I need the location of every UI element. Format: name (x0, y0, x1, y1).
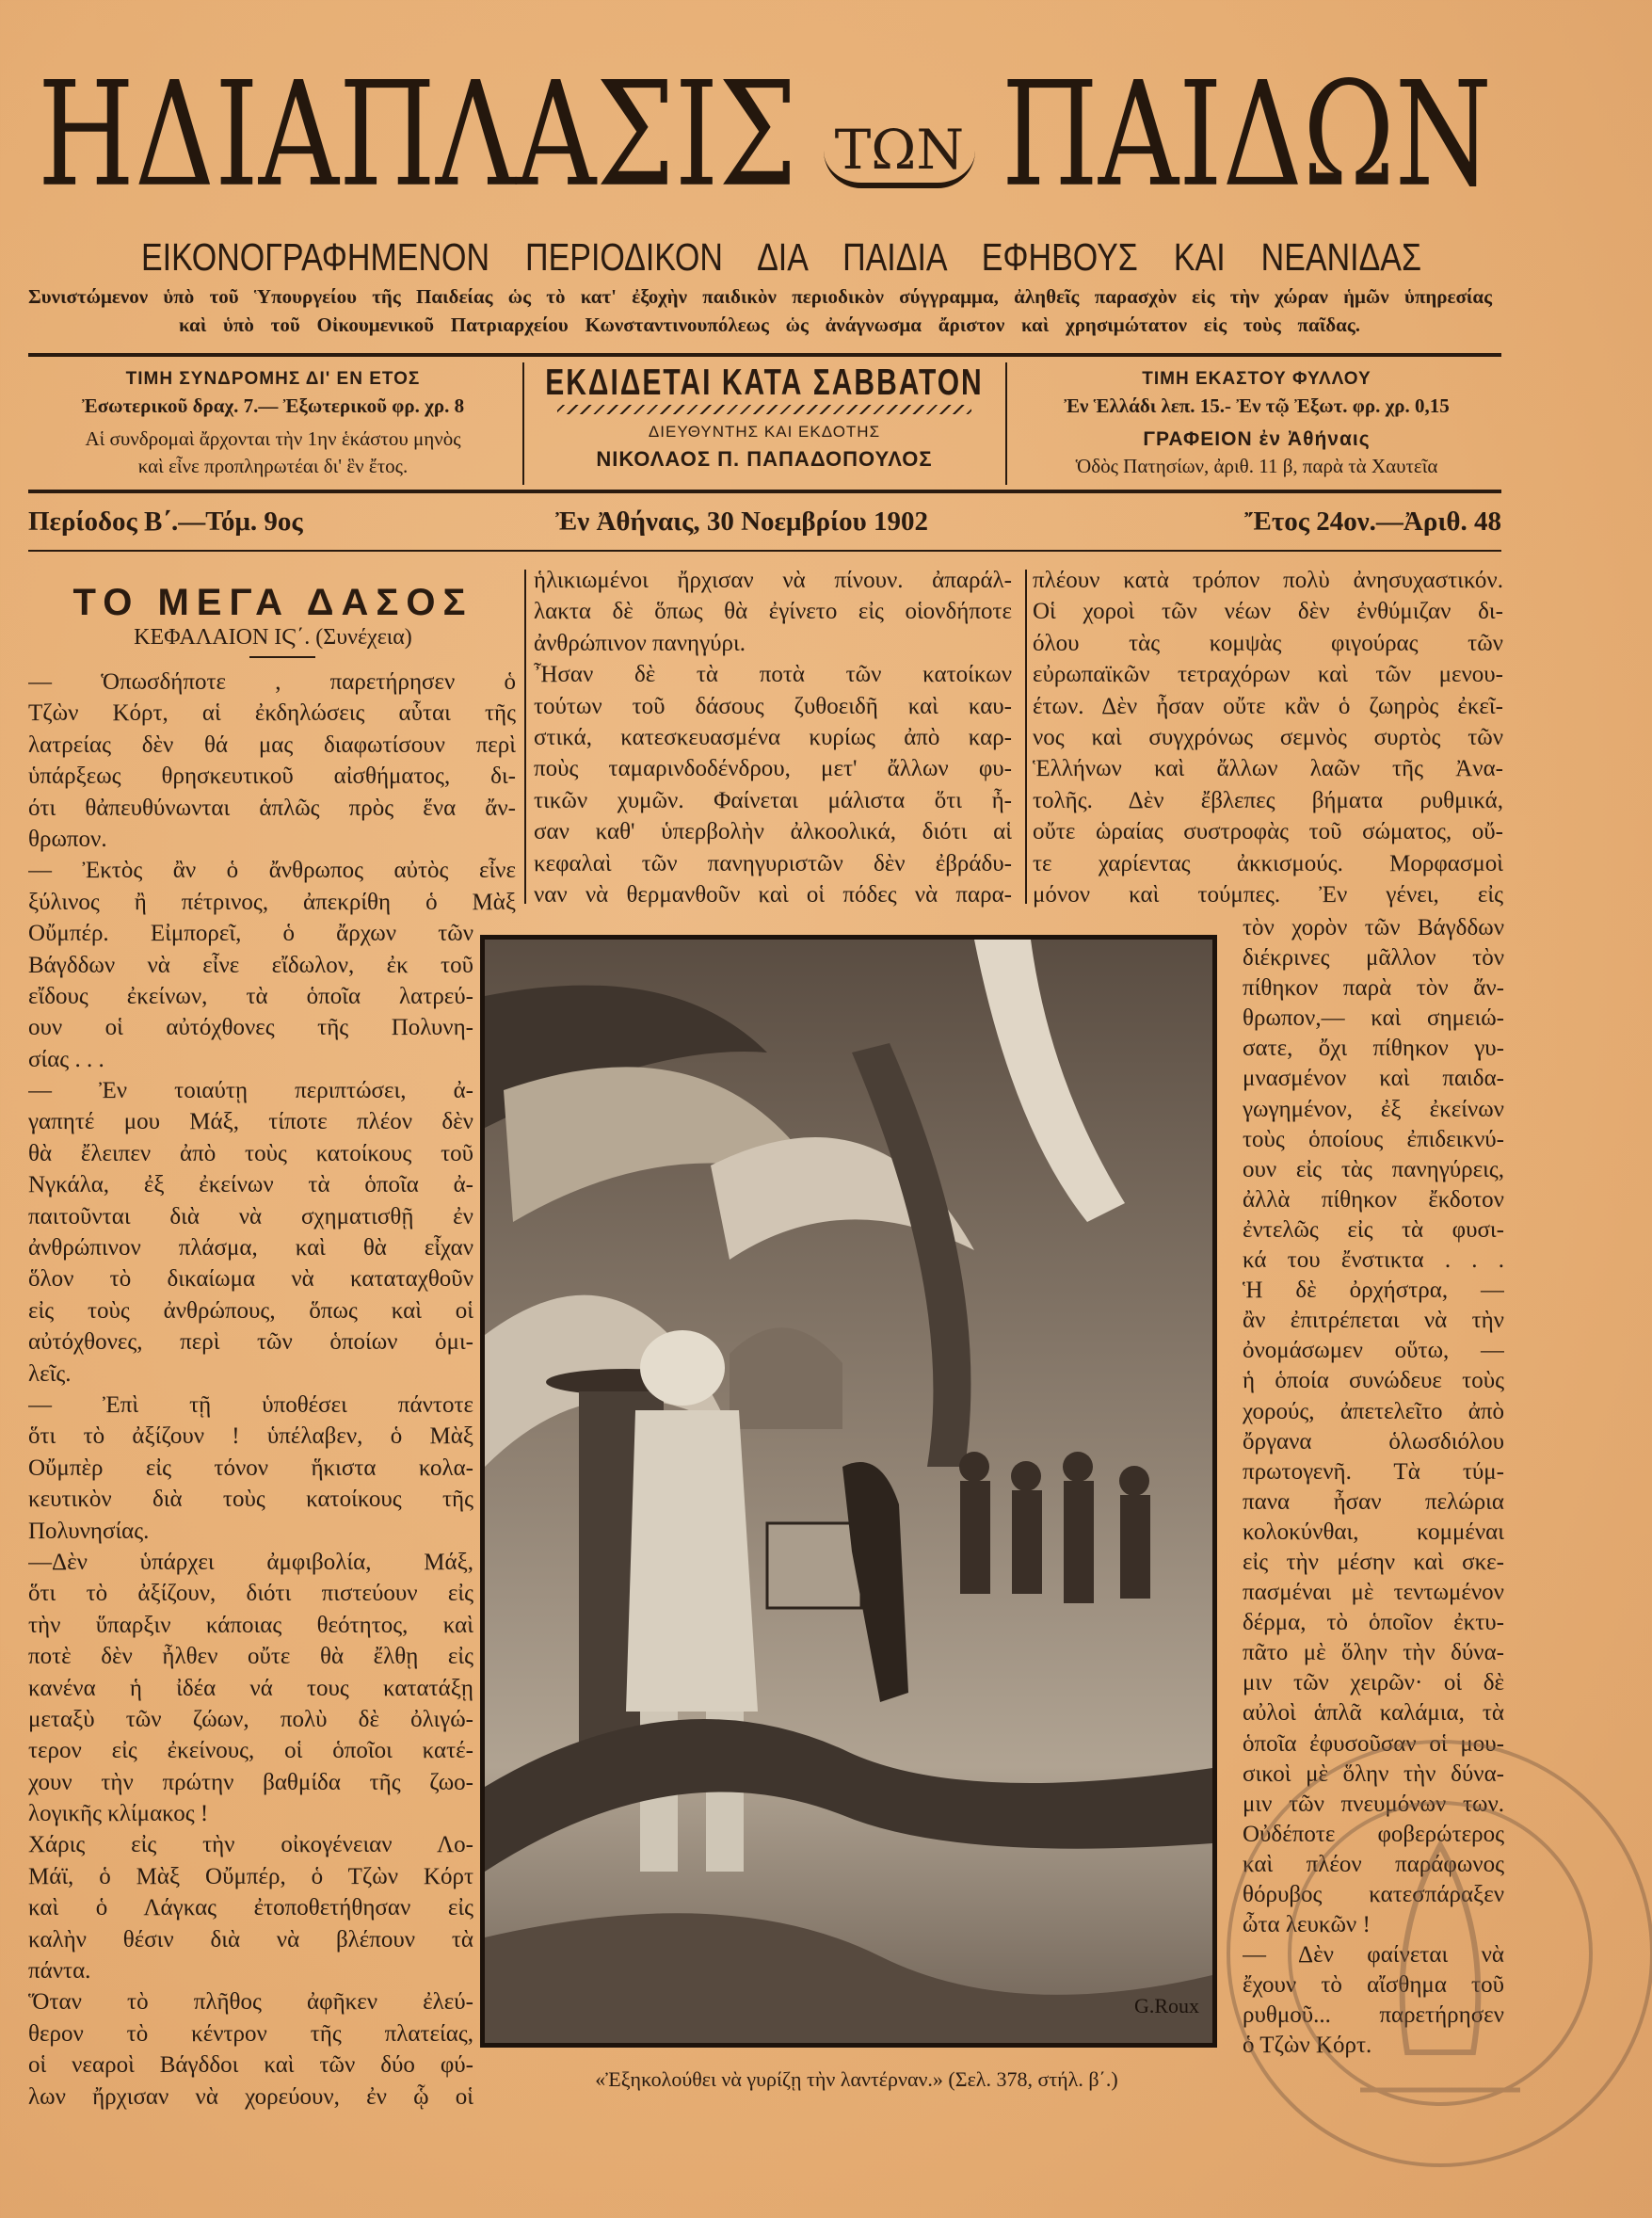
text-line: ὅτι τὸ ἀξίζουν ! ὑπέλαβεν, ὁ Μὰξ (28, 1423, 473, 1450)
sheet-price-info (1012, 365, 1501, 483)
publication-info (529, 362, 1000, 479)
pith-helmet (640, 1330, 725, 1406)
text-line: λογικῆς κλίμακος ! (28, 1801, 209, 1827)
text-line: πασμέναι μὲ τεντωμένον (1243, 1580, 1504, 1606)
text-line: λεῖς. (28, 1360, 72, 1387)
text-line: πάντα. (28, 1958, 91, 1985)
text-line: ουν οἱ αὐτόχθονες τῆς Πολυνη- (28, 1015, 473, 1041)
text-line: ὁποῖα ἐφυσοῦσαν οἱ μου- (1243, 1730, 1504, 1757)
text-line: δέρμα, τὸ ὁποῖον ἐκτυ- (1243, 1610, 1504, 1636)
text-line: σαν καθ' ὑπερβολὴν ἀλκοολικά, διότι αἱ (534, 819, 1012, 845)
issue-date: Ἐν Ἀθήναις, 30 Νοεμβρίου 1902 (555, 506, 928, 537)
text-line: κά του ἔνστικτα . . . (1243, 1247, 1504, 1274)
text-line: Οὐδέποτε φοβερώτερος (1243, 1821, 1504, 1847)
text-line: εἴδους ἐκείνων, τὰ ὁποῖα λατρεύ- (28, 983, 473, 1009)
text-line: μεταξὺ τῶν ζώων, πολὺ δὲ ὀλιγώ- (28, 1706, 473, 1732)
text-line: λατρείας δὲν θά μας διαφωτίσουν περὶ (28, 731, 516, 758)
text-line: θόρυβος κατεσπάραξεν (1243, 1882, 1504, 1907)
article-column-3-top (1033, 565, 1503, 910)
text-line: πλέουν κατὰ τρόπον πολὺ ἀνησυχαστικόν. (1033, 568, 1503, 593)
text-line: κολοκύνθαι, κομμέναι (1243, 1519, 1504, 1545)
text-line: — Ἐν τοιαύτῃ περιπτώσει, ἀ- (28, 1078, 473, 1104)
divider (28, 490, 1501, 493)
text-line: διέκρινες μᾶλλον τὸν (1243, 945, 1504, 972)
text-line: ἡ ὁποία συνώδευε τοὺς (1243, 1368, 1504, 1394)
text-line: τοὺς ὁποίους ἐπιδεικνύ- (1243, 1126, 1504, 1152)
text-line: Ὅταν τὸ πλῆθος ἀφῆκεν ἐλεύ- (28, 1989, 473, 2016)
text-line: έτων. Δὲν ἦσαν οὔτε κἂν ὁ ζωηρὸς ἐκεῖ- (1033, 693, 1503, 719)
text-line: ὑπάρξεως θρησκευτικοῦ αἰσθήματος, δι- (28, 763, 516, 790)
illustration-signature: G.Roux (1134, 1994, 1200, 2017)
subscription-title: ΤΙΜΗ ΣΥΝΔΡΟΜΗΣ ΔΙ' ΕΝ ΕΤΟΣ (125, 369, 421, 389)
text-line: ρυθμοῦ... παρετήρησεν (1243, 2002, 1504, 2029)
recommendation-line-1: Συνιστώμενον ὑπὸ τοῦ Ὑπουργείου τῆς Παιδείας ὡς τὸ κατ' ἐξοχὴν παιδικὸν περιοδικὸν σύγγραμμα, ἀληθεῖς παρασχὸν εἰς τὴν χώραν ἡμῶν ὑπηρεσίας (28, 285, 1492, 308)
text-line: σατε, ὄχι πίθηκον γυ- (1243, 1036, 1504, 1062)
director-label: ΔΙΕΥΘΥΝΤΗΣ ΚΑΙ ΕΚΔΟΤΗΣ (648, 423, 881, 441)
text-line: ουν εἰς τὰς πανηγύρεις, (1243, 1156, 1504, 1182)
text-line: — Ἐκτὸς ἂν ὁ ἄνθρωπος αὐτὸς εἶνε (28, 858, 516, 884)
text-line: σίας . . . (28, 1046, 104, 1072)
text-line: Οὔμπὲρ εἰς τόνον ἥκιστα κολα- (28, 1455, 473, 1481)
text-line: ναν νὰ θερμανθοῦν καὶ οἱ πόδες νὰ παρα- (534, 881, 1012, 908)
title-part-3: ΠΑΙΔΩΝ (1001, 49, 1492, 219)
text-line: μνασμένον καὶ παιδα- (1243, 1066, 1504, 1092)
text-line: τολῆς. Δὲν ἔβλεπες βήματα ρυθμικά, (1033, 787, 1503, 813)
office-title: ΓΡΑΦΕΙΟΝ ἐν Ἀθήναις (1143, 428, 1371, 450)
text-line: μόνον καὶ τούμπες. Ἐν γένει, εἰς (1033, 881, 1503, 908)
lantern (767, 1523, 861, 1608)
illustration-caption: «Ἐξηκολούθει νὰ γυρίζῃ τὴν λαντέρναν.» (Σελ. 378, στήλ. β΄.) (595, 2067, 1118, 2091)
text-line: ἂν ἐπιτρέπεται νὰ τὴν (1243, 1308, 1504, 1334)
text-line: τικῶν χυμῶν. Φαίνεται μάλιστα ὅτι ἦ- (534, 787, 1012, 813)
column-divider (524, 570, 526, 904)
text-line: τερον εἰς ἐκείνους, οἱ ὁποῖοι κατέ- (28, 1738, 473, 1764)
text-line: ξύλινος ἢ πέτρινος, ἀπεκρίθη ὁ Μὰξ (28, 889, 516, 915)
text-line: πᾶτο μὲ ὅλην τὴν δύνα- (1243, 1640, 1504, 1666)
subscription-note: Αἱ συνδρομαὶ ἄρχονται τὴν 1ην ἑκάστου μηνὸς (85, 427, 461, 450)
text-line: ὅλον τὸ δικαίωμα νὰ καταταχθοῦν (28, 1266, 473, 1293)
text-line: θὰ ἔλειπεν ἀπὸ τοὺς κατοίκους τοῦ (28, 1140, 473, 1166)
divider (249, 656, 315, 658)
text-line: αὐλοὶ ἁπλᾶ καλάμια, τὰ (1243, 1700, 1504, 1727)
text-line: Ἑλλήνων καὶ ἄλλων λαῶν τῆς Ἀνα- (1033, 756, 1503, 782)
subscription-info (28, 365, 518, 483)
column-divider (1025, 570, 1027, 904)
text-line: καλὴν θέσιν διὰ νὰ βλέπουν τὰ (28, 1926, 473, 1953)
text-line: ποὺς ταμαρινδοδένδρου, μετ' ἄλλων φυ- (534, 756, 1012, 782)
text-line: ἔχουν τὸ αἴσθημα τοῦ (1243, 1972, 1504, 1999)
text-line: Οὔμπέρ. Εἰμπορεῖ, ὁ ἄρχων τῶν (28, 921, 473, 947)
text-line: πίθηκον παρὰ τὸν ἄν- (1243, 975, 1504, 1002)
sheet-price-title: ΤΙΜΗ ΕΚΑΣΤΟΥ ΦΥΛΛΟΥ (1142, 369, 1371, 389)
text-line: αὐτόχθονες, περὶ τῶν ὁποίων ὁμι- (28, 1329, 473, 1356)
text-line: λων ἤρχισαν νὰ χορεύουν, ἐν ᾧ οἱ (28, 2083, 473, 2110)
text-line: καὶ πλέον παράφωνος (1243, 1851, 1504, 1877)
text-line: ἀνθρώπινον πανηγύρι. (534, 630, 746, 656)
recommendation-line-2: καὶ ὑπὸ τοῦ Οἰκουμενικοῦ Πατριαρχείου Κωνσταντινουπόλεως ὡς ἀνάγνωσμα ἄριστον καὶ χρησιμώτατον εἰς τοὺς παῖδας. (179, 313, 1360, 336)
text-line: γωγημένον, ἐξ ἐκείνων (1243, 1096, 1504, 1122)
text-line: ὦτα λευκῶν ! (1243, 1912, 1371, 1938)
text-line: ἀλλὰ πίθηκον ἔκδοτον (1243, 1186, 1504, 1213)
text-line: — Ἐπὶ τῇ ὑποθέσει πάντοτε (28, 1391, 473, 1418)
office-address: Ὁδὸς Πατησίων, ἀριθ. 11 β, παρὰ τὰ Χαυτεῖα (1075, 455, 1438, 477)
text-line: ότι θἀπευθύνωνται ἁπλῶς πρὸς ἕνα ἄν- (28, 795, 516, 821)
divider (522, 362, 524, 485)
text-line: χουν τὴν πρώτην βαθμίδα τῆς ζωο- (28, 1769, 473, 1795)
text-line: Νγκάλα, ἐξ ἐκείνων τὰ ὁποῖα ἀ- (28, 1172, 473, 1198)
text-line: τε χαρίεντας ἀκκισμούς. Μορφασμοὶ (1033, 850, 1503, 876)
text-line: Οἱ χοροὶ τῶν νέων δὲν ἐνθύμιζαν δι- (1033, 599, 1503, 625)
text-line: τὸν χορὸν τῶν Βάγδδων (1243, 915, 1504, 940)
text-line: γαπητέ μου Μάξ, τίποτε πλέον δὲν (28, 1109, 473, 1135)
text-line: κανένα ἡ ἰδέα νά τους κατατάξῃ (28, 1675, 473, 1701)
text-line: εἰς τὴν μέσην καὶ σκε- (1243, 1549, 1504, 1575)
text-line: καὶ ὁ Λάγκας ἐτοποθετήθησαν εἰς (28, 1895, 473, 1921)
text-line: ἐντελῶς εἰς τὰ φυσι- (1243, 1216, 1504, 1243)
text-line: —Δὲν ὑπάρχει ἀμφιβολία, Μάξ, (28, 1549, 473, 1575)
text-line: σικοὶ μὲ ὅλην τὴν δύνα- (1243, 1760, 1504, 1787)
masthead-subtitle: ΕΙΚΟΝΟΓΡΑΦΗΜΕΝΟΝ ΠΕΡΙΟΔΙΚΟΝ ΔΙΑ ΠΑΙΔΙΑ ΕΦΗΒΟΥΣ ΚΑΙ ΝΕΑΝΙΔΑΣ (141, 236, 1421, 280)
text-line: ἀνθρώπινον πλάσμα, καὶ θὰ εἶχαν (28, 1235, 473, 1262)
text-line: πανα ἦσαν πελώρια (1243, 1488, 1504, 1515)
text-line: Ἦσαν δὲ τὰ ποτὰ τῶν κατοίκων (534, 662, 1012, 688)
text-line: Τζὼν Κόρτ, αἱ ἐκδηλώσεις αὗται τῆς (28, 700, 516, 727)
text-line: χορούς, ἀπετελεῖτο ἀπὸ (1243, 1398, 1504, 1424)
text-line: — Δὲν φαίνεται νὰ (1243, 1942, 1504, 1969)
text-line: ἡλικιωμένοι ἤρχισαν νὰ πίνουν. ἀπαράλ- (534, 568, 1012, 593)
text-line: θρωπον. (28, 826, 107, 852)
text-line: λακτα δὲ ὅπως θὰ ἐγίνετο εἰς οἱονδήποτε (534, 599, 1012, 625)
text-line: πρωτογενῆ. Τὰ τύμ- (1243, 1458, 1504, 1485)
published-weekly: ΕΚΔΙΔΕΤΑΙ ΚΑΤΑ ΣΑΒΒΑΤΟΝ (545, 362, 984, 403)
article-column-3-bottom (1243, 913, 1504, 2062)
text-line: ὅτι τὸ ἀξίζουν, διότι πιστεύουν εἰς (28, 1581, 473, 1607)
sheet-price: Ἐν Ἑλλάδι λεπ. 15.- Ἐν τῷ Ἐξωτ. φρ. χρ. 0,15 (1064, 394, 1450, 417)
text-line: ὄργανα ὁλωσδιόλου (1243, 1428, 1504, 1455)
text-line: εἰς τοὺς ἀνθρώπους, ὅπως καὶ οἱ (28, 1297, 473, 1324)
text-line: Ἡ δὲ ὀρχήστρα, — (1243, 1278, 1504, 1304)
text-line: κευτικὸν διὰ τοὺς κατοίκους τῆς (28, 1487, 473, 1513)
text-line: εὐρωπαϊκῶν τετραχόρων καὶ τῶν μενου- (1033, 662, 1503, 688)
text-line: Πολυνησίας. (28, 1518, 150, 1544)
divider (28, 353, 1501, 357)
text-line: ὀνομάσωμεν οὕτω, — (1243, 1338, 1504, 1364)
title-part-1: ΗΔΙΑΠΛΑΣΙΣ (38, 49, 797, 219)
article-column-1 (28, 667, 516, 2113)
text-line: θρωπον,— καὶ σημειώ- (1243, 1005, 1504, 1032)
text-line: κεφαλαὶ τῶν πανηγυριστῶν δὲν ἐβράδυ- (534, 850, 1012, 876)
masthead-title (38, 38, 1492, 226)
issue-period: Περίοδος Β΄.—Τόμ. 9ος (28, 506, 303, 537)
subscription-note: καὶ εἶνε προπληρωτέαι δι' ἓν ἔτος. (137, 455, 409, 477)
subscription-price: Ἐσωτερικοῦ δραχ. 7.— Ἐξωτερικοῦ φρ. χρ. 8 (81, 394, 465, 417)
figure-explorer (626, 1410, 758, 1712)
text-line: οἱ νεαροὶ Βάγδδοι καὶ τῶν δύο φύ- (28, 2052, 473, 2079)
text-line: τούτων τοῦ δάσους ζυθοειδῆ καὶ καυ- (534, 693, 1012, 719)
zigzag-ornament (557, 405, 971, 414)
text-line: — Ὁπωσδήποτε , παρετήρησεν ὁ (28, 669, 516, 695)
text-line: οὔτε ὡραίας συστροφὰς τοῦ σώματος, οὔ- (1033, 819, 1503, 845)
director-name: ΝΙΚΟΛΑΟΣ Π. ΠΑΠΑΔΟΠΟΥΛΟΣ (596, 447, 933, 471)
text-line: ποτὲ δὲν ἦλθεν οὔτε θὰ ἔλθῃ εἰς (28, 1644, 473, 1670)
text-line: Βάγδδων νὰ εἶνε εἴδωλον, ἐκ τοῦ (28, 952, 473, 978)
text-line: παιτοῦνται διὰ νὰ σχηματισθῇ ἐν (28, 1203, 473, 1230)
illustration-jungle-dance (480, 935, 1217, 2048)
issue-number: Ἔτος 24ον.—Ἀριθ. 48 (1244, 506, 1501, 537)
article-chapter: ΚΕΦΑΛΑΙΟΝ ΙϚ΄. (Συνέχεια) (134, 625, 412, 650)
engraving-image (485, 940, 1212, 2043)
divider (28, 550, 1501, 552)
text-line: μιν τῶν πνευμόνων των. (1243, 1791, 1504, 1817)
text-line: όλου τὰς κομψὰς φιγούρας τῶν (1033, 630, 1503, 656)
divider (1005, 362, 1007, 485)
article-title: ΤΟ ΜΕΓΑ ΔΑΣΟΣ (72, 582, 473, 623)
text-line: θερον τὸ κέντρον τῆς πλατείας, (28, 2020, 473, 2047)
text-line: νος καὶ συγχρόνως σεμνὸς συρτὸς τῶν (1033, 724, 1503, 750)
text-line: τὴν ὕπαρξιν κάποιας θεότητος, καὶ (28, 1612, 473, 1638)
text-line: Μάϊ, ὁ Μὰξ Οὔμπέρ, ὁ Τζὼν Κόρτ (28, 1863, 473, 1889)
title-part-2: ΤΩΝ (824, 117, 976, 188)
text-line: στικά, κατεσκευασμένα κυρίως ἀπὸ καρ- (534, 724, 1012, 750)
text-line: ὁ Τζὼν Κόρτ. (1243, 2033, 1372, 2059)
article-column-2 (534, 565, 1012, 910)
text-line: Χάρις εἰς τὴν οἰκογένειαν Λο- (28, 1832, 473, 1858)
text-line: μιν τῶν χειρῶν· οἱ δὲ (1243, 1670, 1504, 1696)
